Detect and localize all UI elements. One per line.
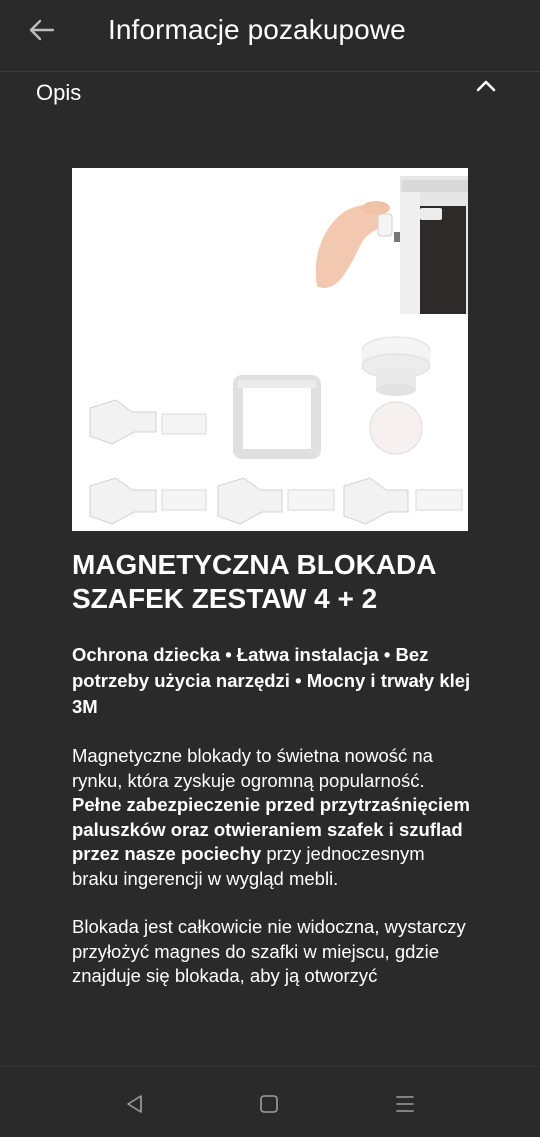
paragraph-1-bold-text: Pełne zabezpieczenie przed przytrzaśnięciem paluszków oraz otwieraniem szafek i szuflad przez nasze pociechy	[72, 794, 470, 864]
description-paragraph-2: Blokada jest całkowicie nie widoczna, wystarczy przyłożyć magnes do szafki w miejscu, gdzie znajduje się blokada, aby ją otworzyć	[72, 916, 466, 986]
nav-menu-button[interactable]	[390, 1089, 420, 1119]
system-nav-bar	[0, 1066, 540, 1137]
description-section-header[interactable]	[0, 72, 540, 112]
section-title: Opis	[36, 80, 82, 105]
description-content	[72, 548, 472, 1013]
square-home-icon	[259, 1094, 279, 1114]
product-image	[72, 168, 468, 531]
nav-home-button[interactable]	[254, 1089, 284, 1119]
paragraph-1-text-a: Magnetyczne blokady to świetna nowość na rynku, która zyskuje ogromną popularność.	[72, 745, 433, 791]
product-photo	[72, 168, 468, 531]
page-title: Informacje pozakupowe	[108, 14, 406, 45]
triangle-back-icon	[125, 1094, 145, 1114]
nav-back-button[interactable]	[120, 1089, 150, 1119]
back-button[interactable]	[22, 12, 62, 48]
menu-lines-icon	[395, 1094, 415, 1114]
chevron-up-icon	[476, 80, 496, 92]
app-bar	[0, 0, 540, 62]
product-features: Ochrona dziecka • Łatwa instalacja • Bez potrzeby użycia narzędzi • Mocny i trwały klej 3M	[72, 644, 471, 717]
paragraph-1-text-b: przy jednoczesnym braku ingerencji w wygląd mebli.	[72, 843, 425, 889]
arrow-left-icon	[29, 19, 55, 41]
description-paragraph-1	[72, 744, 472, 891]
collapse-button[interactable]	[472, 74, 500, 98]
product-heading: MAGNETYCZNA BLOKADA SZAFEK ZESTAW 4 + 2	[72, 549, 436, 614]
